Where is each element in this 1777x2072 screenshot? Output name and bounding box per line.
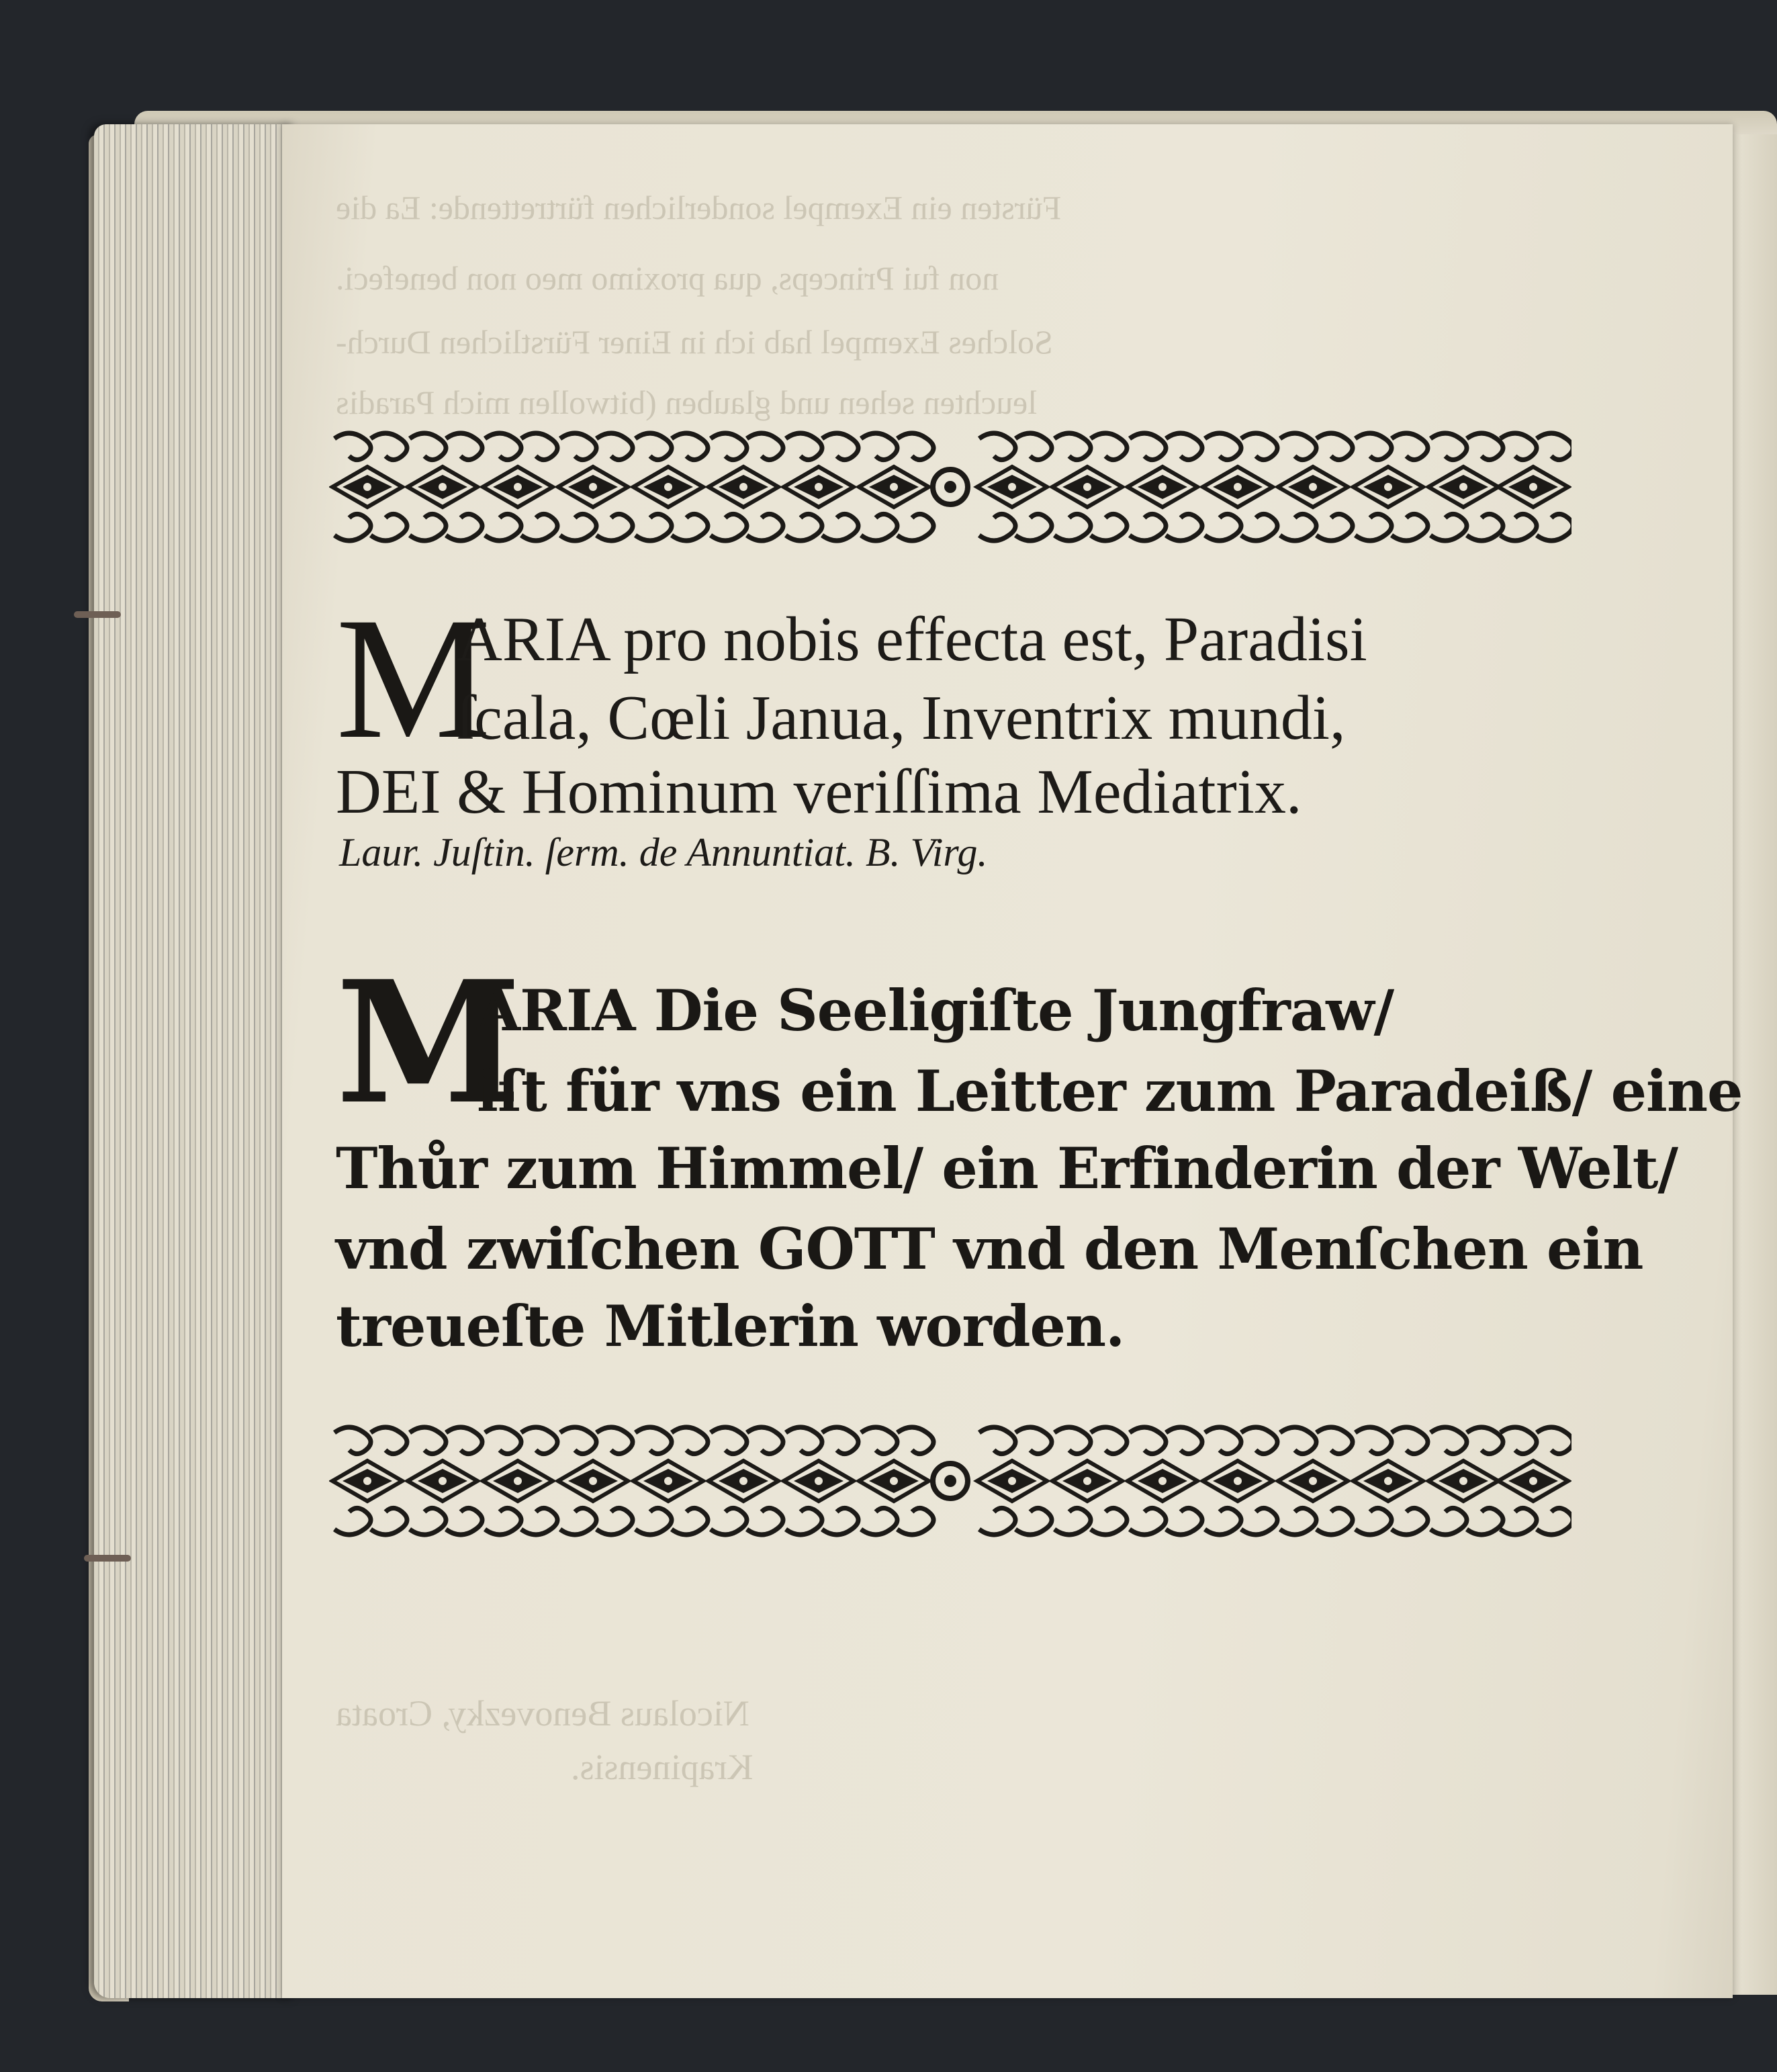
bleed-through-line: Nicolaus Benovezky, Croata xyxy=(336,1693,749,1733)
ornamental-border-top xyxy=(329,426,1571,547)
ornamental-border-bottom xyxy=(329,1421,1571,1541)
binding-thread xyxy=(84,1555,131,1562)
german-line-1: ARIA Die Seeligiſte Jungfraw/ xyxy=(477,977,1394,1044)
bleed-through-line: Solches Exempel hab ich in Einer Fürstlichen Durch- xyxy=(336,323,1053,361)
citation-reference: Laur. Juſtin. ſerm. de Annuntiat. B. Virg. xyxy=(339,830,988,874)
bleed-through-line: leuchten sehen und glauben (bitwollen mich Paradis xyxy=(336,384,1038,421)
drop-cap-german: M xyxy=(336,944,522,1141)
page-stack-edge xyxy=(94,124,295,1998)
latin-line-2: ſcala, Cœli Janua, Inventrix mundi, xyxy=(457,683,1346,753)
german-line-3: Thůr zum Himmel/ ein Erfinderin der Welt/ xyxy=(336,1135,1678,1202)
german-line-4: vnd zwiſchen GOTT vnd den Menſchen ein xyxy=(336,1216,1643,1282)
bleed-through-line: non fui Princeps, qua proximo meo non benefeci. xyxy=(336,259,999,297)
german-line-5: treueſte Mitlerin worden. xyxy=(336,1293,1125,1359)
latin-line-3: DEI & Hominum veriſſima Mediatrix. xyxy=(336,757,1302,827)
drop-cap-latin: M xyxy=(336,582,492,775)
latin-line-1: ARIA pro nobis effecta est, Paradisi xyxy=(457,604,1367,674)
bleed-through-line: Krapinensis. xyxy=(571,1747,754,1787)
bleed-through-line: Fürsten ein Exempel sonderlichen fürtrettende: Ea die xyxy=(336,189,1062,226)
binding-thread xyxy=(74,611,121,618)
german-line-2: iſt für vns ein Leitter zum Paradeiß/ eine xyxy=(477,1058,1743,1124)
